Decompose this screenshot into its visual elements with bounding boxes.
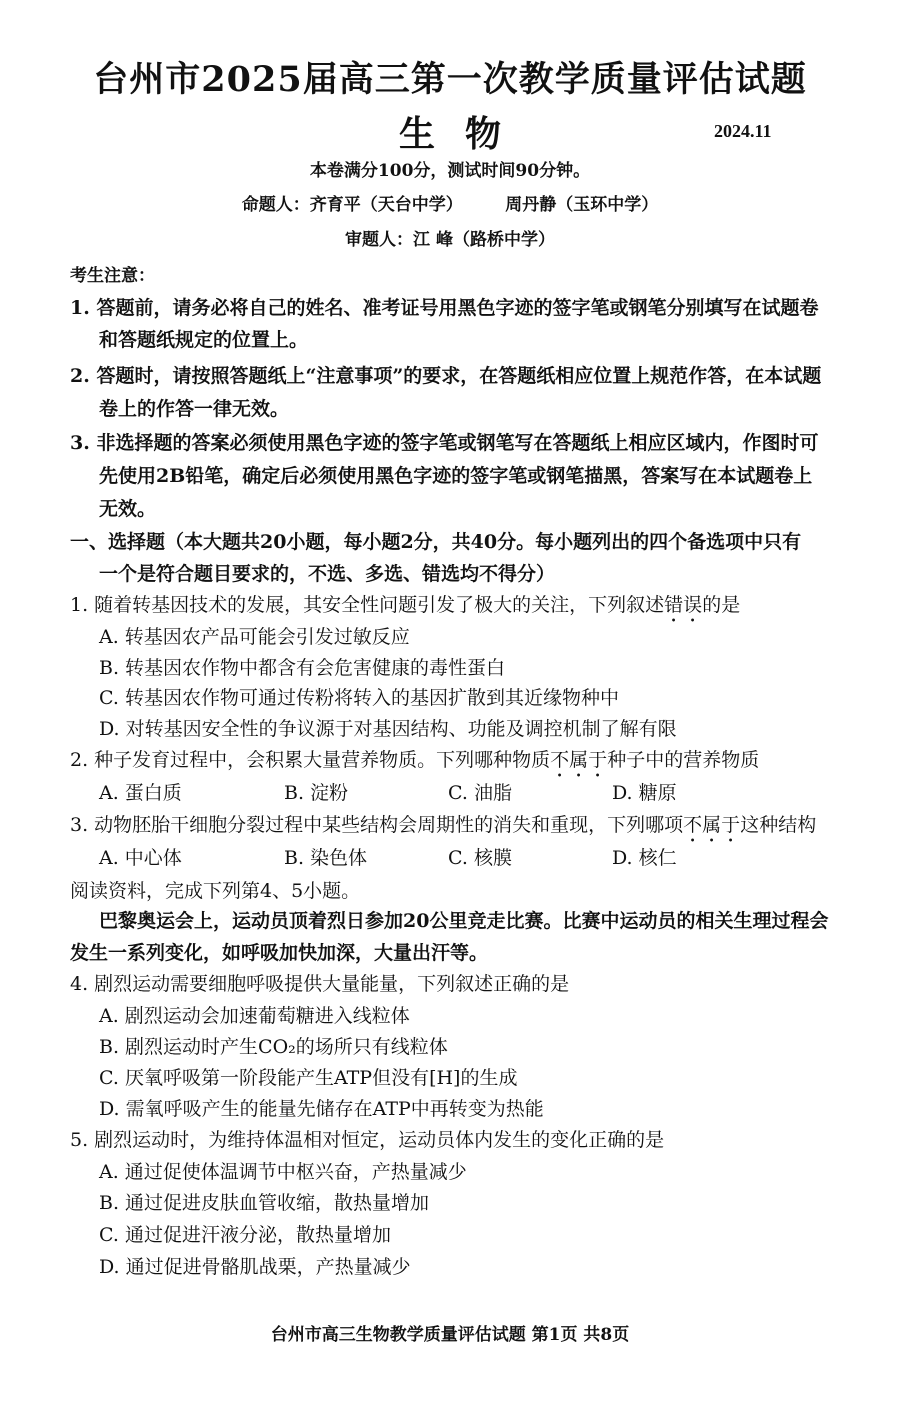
- question-2-option-a: A. 蛋白质: [99, 782, 182, 804]
- question-3-option-d: D. 核仁: [612, 847, 677, 869]
- question-5-option-c: C. 通过促进汗液分泌，散热量增加: [99, 1224, 391, 1246]
- question-2-option-b: B. 淀粉: [284, 782, 349, 804]
- score-time-line: 本卷满分100分，测试时间90分钟。: [309, 161, 591, 181]
- question-3-option-a: A. 中心体: [99, 847, 182, 869]
- section-heading-line-2: 一个是符合题目要求的，不选、多选、错选均不得分）: [99, 563, 556, 585]
- question-3-option-c: C. 核膜: [448, 847, 512, 869]
- question-2-option-d: D. 糖原: [612, 782, 677, 804]
- question-5-option-b: B. 通过促进皮肤血管收缩，散热量增加: [99, 1192, 430, 1214]
- question-1-option-c: C. 转基因农作物可通过传粉将转入的基因扩散到其近缘物种中: [99, 687, 619, 709]
- emphasis-mark: 错误: [664, 594, 703, 616]
- question-4-option-a: A. 剧烈运动会加速葡萄糖进入线粒体: [99, 1005, 410, 1027]
- emphasis-mark: 不属于: [683, 814, 741, 836]
- question-2-stem: 2. 种子发育过程中，会积累大量营养物质。下列哪种物质不属于种子中的营养物质: [70, 749, 760, 771]
- page-footer: 台州市高三生物教学质量评估试题 第1页 共8页: [270, 1325, 630, 1345]
- notice-item-3-line-3: 无效。: [99, 498, 157, 520]
- question-3-stem: 3. 动物胚胎干细胞分裂过程中某些结构会周期性的消失和重现，下列哪项不属于这种结构: [70, 814, 817, 836]
- notice-item-1-line-2: 和答题纸规定的位置上。: [99, 329, 309, 351]
- question-1-option-a: A. 转基因农产品可能会引发过敏反应: [99, 626, 410, 648]
- reading-intro: 阅读资料，完成下列第4、5小题。: [70, 880, 361, 902]
- question-4-stem: 4. 剧烈运动需要细胞呼吸提供大量能量，下列叙述正确的是: [70, 973, 570, 995]
- question-1-option-d: D. 对转基因安全性的争议源于对基因结构、功能及调控机制了解有限: [99, 718, 677, 740]
- reviewer-line: 审题人：江 峰（路桥中学）: [345, 230, 555, 250]
- notice-item-3-line-2: 先使用2B铅笔，确定后必须使用黑色字迹的签字笔或钢笔描黑，答案写在本试题卷上: [99, 465, 813, 487]
- question-3-option-b: B. 染色体: [284, 847, 368, 869]
- question-4-option-c: C. 厌氧呼吸第一阶段能产生ATP但没有[H]的生成: [99, 1067, 518, 1089]
- exam-title: 台州市2025届高三第一次教学质量评估试题: [93, 59, 807, 100]
- passage-line-2: 发生一系列变化，如呼吸加快加深，大量出汗等。: [70, 942, 489, 964]
- question-2-option-c: C. 油脂: [448, 782, 512, 804]
- notice-item-2-line-1: 2. 答题时，请按照答题纸上“注意事项”的要求，在答题纸相应位置上规范作答，在本试题: [70, 365, 822, 387]
- section-heading-line-1: 一、选择题（本大题共20小题，每小题2分，共40分。每小题列出的四个备选项中只有: [70, 531, 802, 553]
- exam-date: 2024.11: [714, 121, 772, 141]
- emphasis-mark: 不属于: [550, 749, 608, 771]
- question-4-option-b: B. 剧烈运动时产生CO₂的场所只有线粒体: [99, 1036, 448, 1058]
- question-1-stem: 1. 随着转基因技术的发展，其安全性问题引发了极大的关注，下列叙述错误的是: [70, 594, 741, 616]
- notice-heading: 考生注意：: [70, 266, 155, 286]
- question-4-option-d: D. 需氧呼吸产生的能量先储存在ATP中再转变为热能: [99, 1098, 544, 1120]
- passage-line-1: 巴黎奥运会上，运动员顶着烈日参加20公里竞走比赛。比赛中运动员的相关生理过程会: [99, 910, 829, 932]
- notice-item-3-line-1: 3. 非选择题的答案必须使用黑色字迹的签字笔或钢笔写在答题纸上相应区域内，作图时可: [70, 432, 819, 454]
- question-5-option-d: D. 通过促进骨骼肌战栗，产热量减少: [99, 1256, 411, 1278]
- authors-line: 命题人：齐育平（天台中学） 周丹静（玉环中学）: [241, 195, 659, 215]
- notice-item-1-line-1: 1. 答题前，请务必将自己的姓名、准考证号用黑色字迹的签字笔或钢笔分别填写在试题卷: [70, 297, 819, 319]
- question-5-stem: 5. 剧烈运动时，为维持体温相对恒定，运动员体内发生的变化正确的是: [70, 1129, 665, 1151]
- question-5-option-a: A. 通过促使体温调节中枢兴奋，产热量减少: [99, 1161, 467, 1183]
- subject-title: 生物: [398, 113, 531, 155]
- notice-item-2-line-2: 卷上的作答一律无效。: [99, 398, 290, 420]
- question-1-option-b: B. 转基因农作物中都含有会危害健康的毒性蛋白: [99, 657, 506, 679]
